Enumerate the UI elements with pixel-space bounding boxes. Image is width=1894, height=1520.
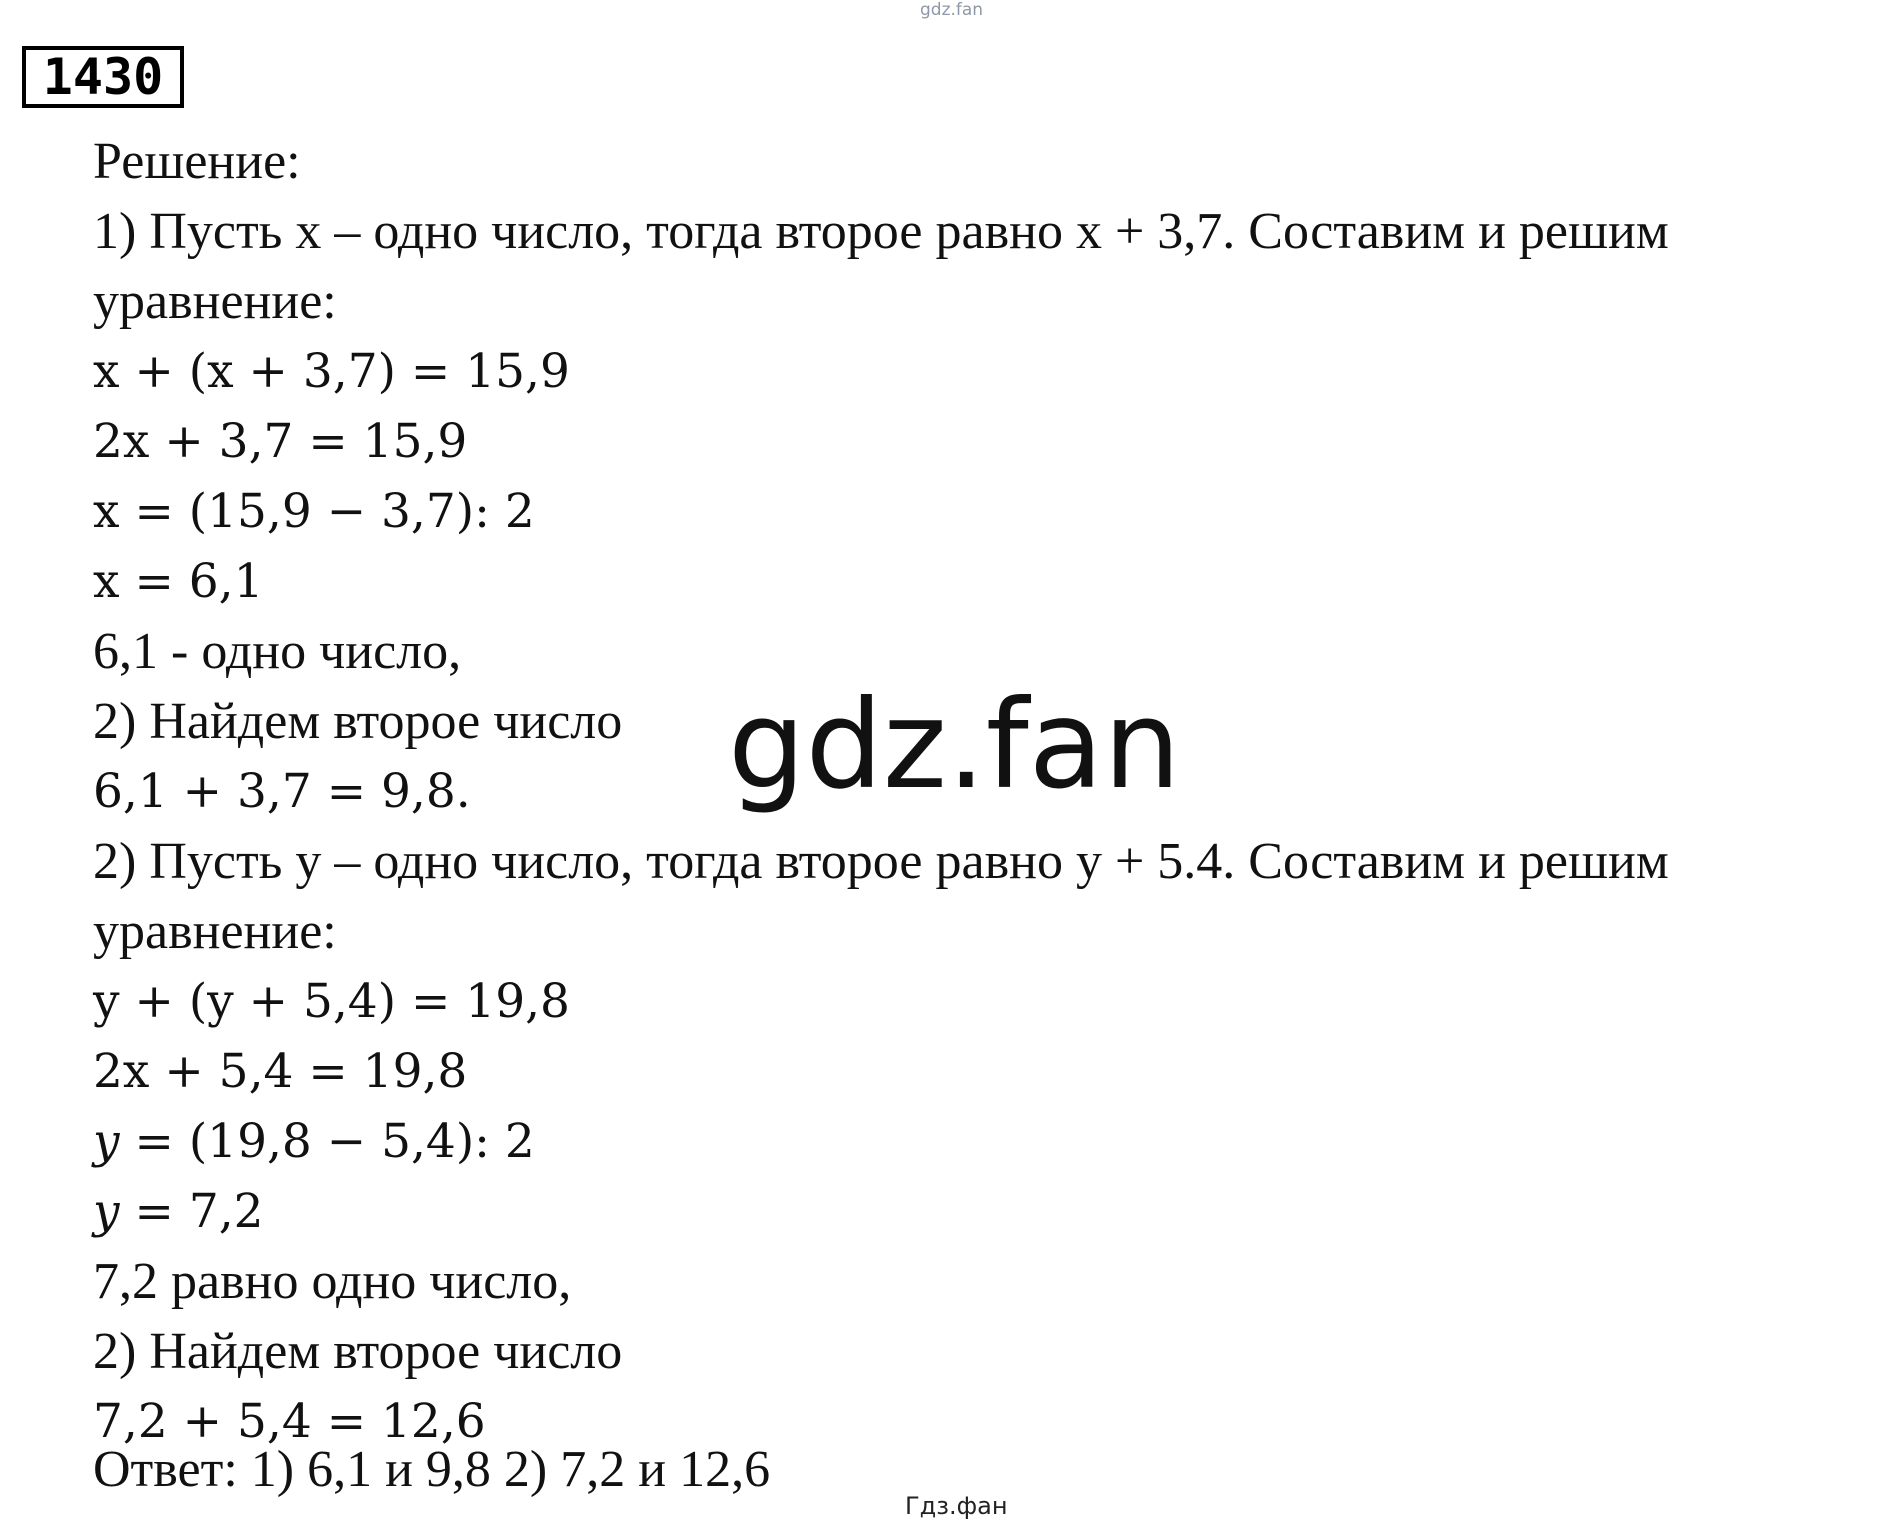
equation-8-variable: y — [93, 1114, 120, 1169]
equation-9-variable: y — [93, 1184, 120, 1239]
equation-2: 2x + 3,7 = 15,9 — [93, 414, 468, 469]
equation-5: 6,1 + 3,7 = 9,8. — [93, 764, 471, 819]
equation-8 — [93, 1112, 535, 1172]
equation-6: y + (y + 5,4) = 19,8 — [93, 974, 570, 1029]
watermark: gdz.fan — [728, 674, 1181, 816]
part1-intro: 1) Пусть x – одно число, тогда второе равно x + 3,7. Составим и решим — [93, 203, 1669, 260]
part2-intro-cont: уравнение: — [93, 903, 337, 960]
equation-9-rest: = 7,2 — [119, 1184, 264, 1239]
part1-step2: 2) Найдем второе число — [93, 693, 623, 750]
part2-step2: 2) Найдем второе число — [93, 1323, 623, 1380]
solution-heading: Решение: — [93, 133, 301, 190]
part2-intro: 2) Пусть y – одно число, тогда второе равно y + 5.4. Составим и решим — [93, 833, 1669, 890]
equation-7: 2x + 5,4 = 19,8 — [93, 1044, 468, 1099]
equation-10: 7,2 + 5,4 = 12,6 — [93, 1394, 486, 1449]
part1-result: 6,1 - одно число, — [93, 623, 462, 680]
site-mark-bottom: Гдз.фан — [905, 1492, 1008, 1520]
equation-8-rest: = (19,8 − 5,4): 2 — [119, 1114, 535, 1169]
equation-3: x = (15,9 − 3,7): 2 — [93, 484, 535, 539]
part2-result: 7,2 равно одно число, — [93, 1253, 572, 1310]
equation-4: x = 6,1 — [93, 554, 264, 609]
site-mark-top: gdz.fan — [920, 0, 984, 20]
answer-line: Ответ: 1) 6,1 и 9,8 2) 7,2 и 12,6 — [93, 1441, 771, 1498]
part1-intro-cont: уравнение: — [93, 273, 337, 330]
problem-number: 1430 — [22, 46, 184, 108]
equation-1: x + (x + 3,7) = 15,9 — [93, 344, 570, 399]
equation-9 — [93, 1182, 264, 1242]
